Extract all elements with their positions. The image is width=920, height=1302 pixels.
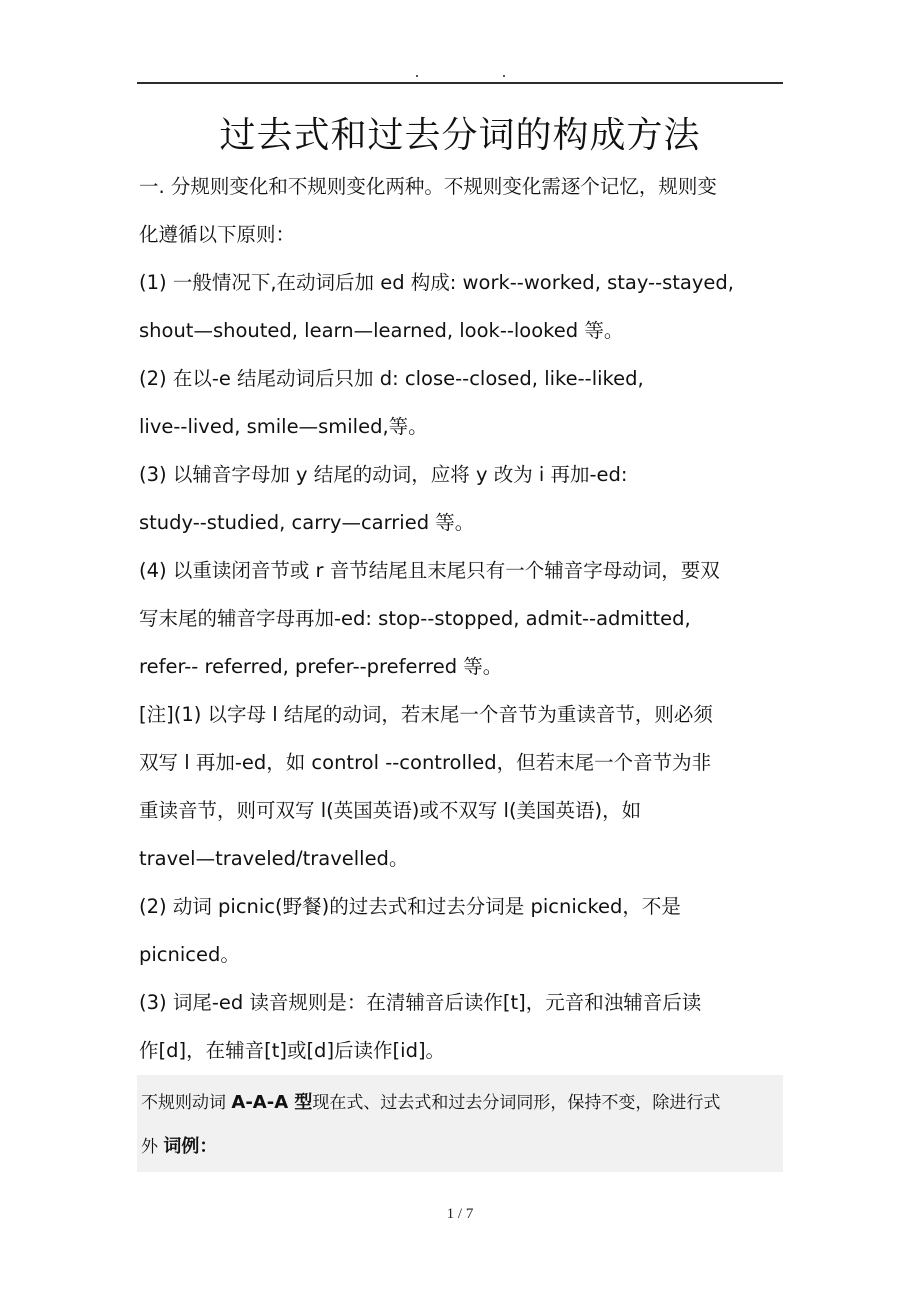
paragraph-line: (4) 以重读闭音节或 r 音节结尾且末尾只有一个辅音字母动词，要双 [139, 559, 720, 582]
paragraph-line: shout—shouted, learn—learned, look--looked 等。 [139, 319, 624, 342]
paragraph-line: (3) 以辅音字母加 y 结尾的动词，应将 y 改为 i 再加-ed: [139, 463, 628, 486]
paragraph-line: 化遵循以下原则： [139, 223, 296, 246]
paragraph-line: live--lived, smile—smiled,等。 [139, 415, 428, 438]
header-rule [137, 82, 783, 84]
note-prefix: 不规则动词 [141, 1093, 232, 1113]
paragraph-line: 写末尾的辅音字母再加-ed: stop--stopped, admit--admitted, [139, 607, 691, 630]
paragraph-line: 重读音节，则可双写 l(英国英语)或不双写 l(美国英语)，如 [139, 799, 642, 822]
irregular-verb-note-box [137, 1075, 783, 1172]
paragraph-line: travel—traveled/travelled。 [139, 847, 409, 870]
paragraph-line: study--studied, carry—carried 等。 [139, 511, 475, 534]
note-prefix: 外 [141, 1137, 164, 1157]
paragraph-line: (3) 词尾-ed 读音规则是：在清辅音后读作[t]，元音和浊辅音后读 [139, 991, 702, 1014]
paragraph-line: 作[d]，在辅音[t]或[d]后读作[id]。 [139, 1039, 446, 1062]
paragraph-line: (1) 一般情况下,在动词后加 ed 构成: work--worked, stay--stayed, [139, 271, 734, 294]
paragraph-line: 一. 分规则变化和不规则变化两种。不规则变化需逐个记忆，规则变 [139, 175, 717, 198]
paragraph-line: (2) 动词 picnic(野餐)的过去式和过去分词是 picnicked，不是 [139, 895, 681, 918]
header-dot [416, 75, 418, 77]
paragraph-line: refer-- referred, prefer--preferred 等。 [139, 655, 503, 678]
paragraph-line: picniced。 [139, 943, 240, 966]
page-title: 过去式和过去分词的构成方法 [219, 115, 701, 156]
note-line-1 [137, 1081, 783, 1125]
note-type-label: A-A-A 型 [231, 1092, 313, 1113]
paragraph-line: 双写 l 再加-ed，如 control --controlled，但若末尾一个音节为非 [139, 751, 712, 774]
paragraph-line: [注](1) 以字母 l 结尾的动词，若末尾一个音节为重读音节，则必须 [139, 703, 713, 726]
page-number: 1 / 7 [446, 1206, 474, 1222]
body-text [139, 163, 789, 1075]
paragraph-line: (2) 在以-e 结尾动词后只加 d: close--closed, like--liked, [139, 367, 644, 390]
note-line-2 [137, 1125, 783, 1169]
examples-label: 词例： [163, 1136, 218, 1157]
header-dot [503, 75, 505, 77]
note-description: 现在式、过去式和过去分词同形，保持不变，除进行式 [312, 1093, 721, 1113]
